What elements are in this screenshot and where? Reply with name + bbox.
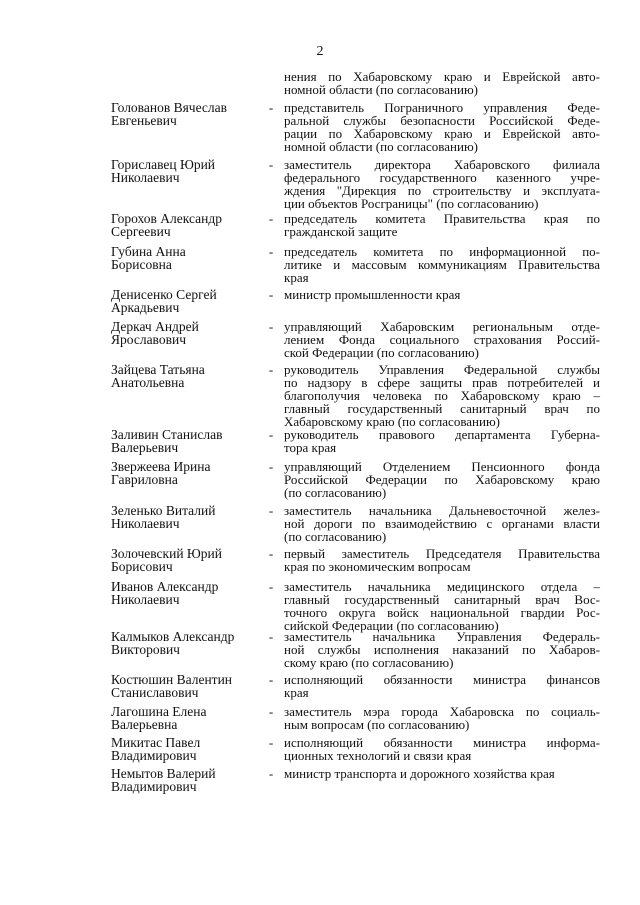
member-role	[284, 212, 600, 238]
member-role-line: главный государственный санитарный врач Вос-	[284, 592, 600, 607]
member-name-line: Гориславец Юрий	[111, 157, 216, 172]
entry-dash: -	[268, 766, 274, 781]
member-name-line: Звержеева Ирина	[111, 459, 211, 474]
member-role-line: точного округа войск национальной гвардии Рос-	[284, 605, 600, 620]
member-role	[284, 705, 600, 731]
member-role-line: по надзору в сфере защиты прав потребителей и	[284, 375, 600, 390]
member-role-line: ждения "Дирекция по строительству и эксплуата-	[284, 183, 600, 198]
member-role-line: ской Федерации (по согласованию)	[284, 345, 479, 360]
member-role-line: рации по Хабаровскому краю и Еврейской авто-	[284, 126, 600, 141]
member-role	[284, 673, 600, 699]
member-role-line: ной дороги по взаимодействию с органами власти	[284, 516, 600, 531]
member-role-line: министр транспорта и дорожного хозяйства края	[284, 766, 555, 781]
member-role-line: председатель комитета Правительства края по	[284, 211, 600, 226]
member-role-line: ным вопросам (по согласованию)	[284, 717, 470, 732]
entry-dash: -	[268, 319, 274, 334]
member-name-line: Викторович	[111, 642, 180, 657]
member-name-line: Немытов Валерий	[111, 766, 216, 781]
member-name-line: Евгеньевич	[111, 113, 177, 128]
member-role	[284, 70, 600, 96]
entry-dash: -	[268, 579, 274, 594]
member-role-line: литике и массовым коммуникациям Правительства	[284, 257, 600, 272]
member-role-line: заместитель начальника медицинского отдела –	[284, 579, 600, 594]
member-role-line: исполняющий обязанности министра информа-	[284, 735, 600, 750]
member-name	[111, 320, 271, 346]
entry-dash: -	[268, 503, 274, 518]
member-name-line: Золочевский Юрий	[111, 546, 222, 561]
member-role-line: Российской Федерации по Хабаровскому краю	[284, 472, 600, 487]
member-role-line: федерального государственного казенного учре-	[284, 170, 600, 185]
member-name-line: Зеленько Виталий	[111, 503, 216, 518]
member-name	[111, 101, 271, 127]
member-name-line: Аркадьевич	[111, 300, 180, 315]
member-name-line: Владимирович	[111, 779, 197, 794]
member-role-line: нения по Хабаровскому краю и Еврейской авто-	[284, 69, 600, 84]
member-name-line: Иванов Александр	[111, 579, 219, 594]
member-name	[111, 245, 271, 271]
member-name-line: Валерьевич	[111, 440, 179, 455]
member-name	[111, 705, 271, 731]
member-role-line: (по согласованию)	[284, 485, 387, 500]
member-role	[284, 504, 600, 543]
member-role-line: управляющий Отделением Пенсионного фонда	[284, 459, 600, 474]
member-role-line: края	[284, 270, 309, 285]
member-role-line: ции объектов Росграницы" (по согласованию)	[284, 196, 539, 211]
member-name-line: Губина Анна	[111, 244, 186, 259]
member-name	[111, 504, 271, 530]
member-name-line: Деркач Андрей	[111, 319, 199, 334]
entry-dash: -	[268, 704, 274, 719]
entry-dash: -	[268, 629, 274, 644]
member-role-line: заместитель начальника Управления Федераль-	[284, 629, 600, 644]
member-name-line: Николаевич	[111, 170, 180, 185]
member-name	[111, 767, 271, 793]
entry-dash: -	[268, 427, 274, 442]
member-name-line: Ярославович	[111, 332, 186, 347]
member-role-line: благополучия человека по Хабаровскому краю –	[284, 388, 600, 403]
member-role-line: заместитель начальника Дальневосточной желез-	[284, 503, 600, 518]
entry-dash: -	[268, 459, 274, 474]
page-number: 2	[316, 44, 324, 59]
member-name	[111, 158, 271, 184]
member-role-line: министр промышленности края	[284, 287, 461, 302]
member-name-line: Зайцева Татьяна	[111, 362, 205, 377]
member-role-line: управляющий Хабаровским региональным отде-	[284, 319, 600, 334]
member-role-line: лением Фонда социального страхования Россий-	[284, 332, 600, 347]
member-name-line: Гавриловна	[111, 472, 178, 487]
member-role-line: представитель Пограничного управления Феде-	[284, 100, 600, 115]
member-role-line: председатель комитета по информационной по-	[284, 244, 600, 259]
member-name	[111, 428, 271, 454]
member-role-line: тора края	[284, 440, 337, 455]
member-name	[111, 460, 271, 486]
member-role	[284, 580, 600, 632]
member-role	[284, 320, 600, 359]
member-role-line: заместитель мэра города Хабаровска по социаль-	[284, 704, 600, 719]
entry-dash: -	[268, 157, 274, 172]
member-role-line: номной области (по согласованию)	[284, 139, 479, 154]
member-name-line: Станиславович	[111, 685, 199, 700]
entry-dash: -	[268, 362, 274, 377]
entry-dash: -	[268, 100, 274, 115]
member-name-line: Лагошина Елена	[111, 704, 207, 719]
entry-dash: -	[268, 244, 274, 259]
member-role-line: скому краю (по согласованию)	[284, 655, 454, 670]
member-name-line: Борисович	[111, 559, 173, 574]
member-role-line: руководитель Управления Федеральной службы	[284, 362, 600, 377]
member-role	[284, 736, 600, 762]
entry-dash: -	[268, 672, 274, 687]
member-name	[111, 288, 271, 314]
member-role	[284, 460, 600, 499]
member-name-line: Валерьевна	[111, 717, 178, 732]
member-name-line: Николаевич	[111, 516, 180, 531]
member-name	[111, 363, 271, 389]
member-role	[284, 428, 600, 454]
entry-dash: -	[268, 735, 274, 750]
member-name	[111, 630, 271, 656]
member-role	[284, 158, 600, 210]
member-name	[111, 673, 271, 699]
member-name-line: Сергеевич	[111, 224, 171, 239]
member-role	[284, 767, 600, 780]
member-role-line: номной области (по согласованию)	[284, 82, 479, 97]
member-role	[284, 101, 600, 153]
member-name-line: Калмыков Александр	[111, 629, 235, 644]
entry-dash: -	[268, 211, 274, 226]
member-role-line: ционных технологий и связи края	[284, 748, 472, 763]
member-role-line: края	[284, 685, 309, 700]
member-name-line: Голованов Вячеслав	[111, 100, 228, 115]
member-role-line: главный государственный санитарный врач по	[284, 401, 600, 416]
member-name-line: Анатольевна	[111, 375, 185, 390]
member-role-line: ральной службы безопасности Российской Феде-	[284, 113, 600, 128]
entry-dash: -	[268, 546, 274, 561]
member-role	[284, 245, 600, 284]
member-role	[284, 547, 600, 573]
member-role-line: гражданской защите	[284, 224, 398, 239]
member-role	[284, 363, 600, 428]
entry-dash: -	[268, 287, 274, 302]
member-role-line: руководитель правового департамента Губерна-	[284, 427, 600, 442]
member-role-line: края по экономическим вопросам	[284, 559, 471, 574]
member-name-line: Денисенко Сергей	[111, 287, 217, 302]
member-role-line: (по согласованию)	[284, 529, 387, 544]
member-name-line: Костюшин Валентин	[111, 672, 233, 687]
member-role-line: первый заместитель Председателя Правительства	[284, 546, 600, 561]
member-role	[284, 288, 600, 301]
member-role-line: сийской Федерации (по согласованию)	[284, 618, 499, 633]
member-role-line: заместитель директора Хабаровского филиала	[284, 157, 600, 172]
member-name-line: Борисовна	[111, 257, 172, 272]
member-name-line: Владимирович	[111, 748, 197, 763]
member-role	[284, 630, 600, 669]
member-role-line: ной службы исполнения наказаний по Хабаров-	[284, 642, 600, 657]
member-name	[111, 580, 271, 606]
member-role-line: Хабаровскому краю (по согласованию)	[284, 414, 501, 429]
member-name	[111, 547, 271, 573]
member-role-line: исполняющий обязанности министра финансов	[284, 672, 600, 687]
member-name	[111, 736, 271, 762]
member-name-line: Горохов Александр	[111, 211, 222, 226]
member-name-line: Николаевич	[111, 592, 180, 607]
member-name	[111, 212, 271, 238]
member-name-line: Заливин Станислав	[111, 427, 223, 442]
member-name-line: Микитас Павел	[111, 735, 201, 750]
